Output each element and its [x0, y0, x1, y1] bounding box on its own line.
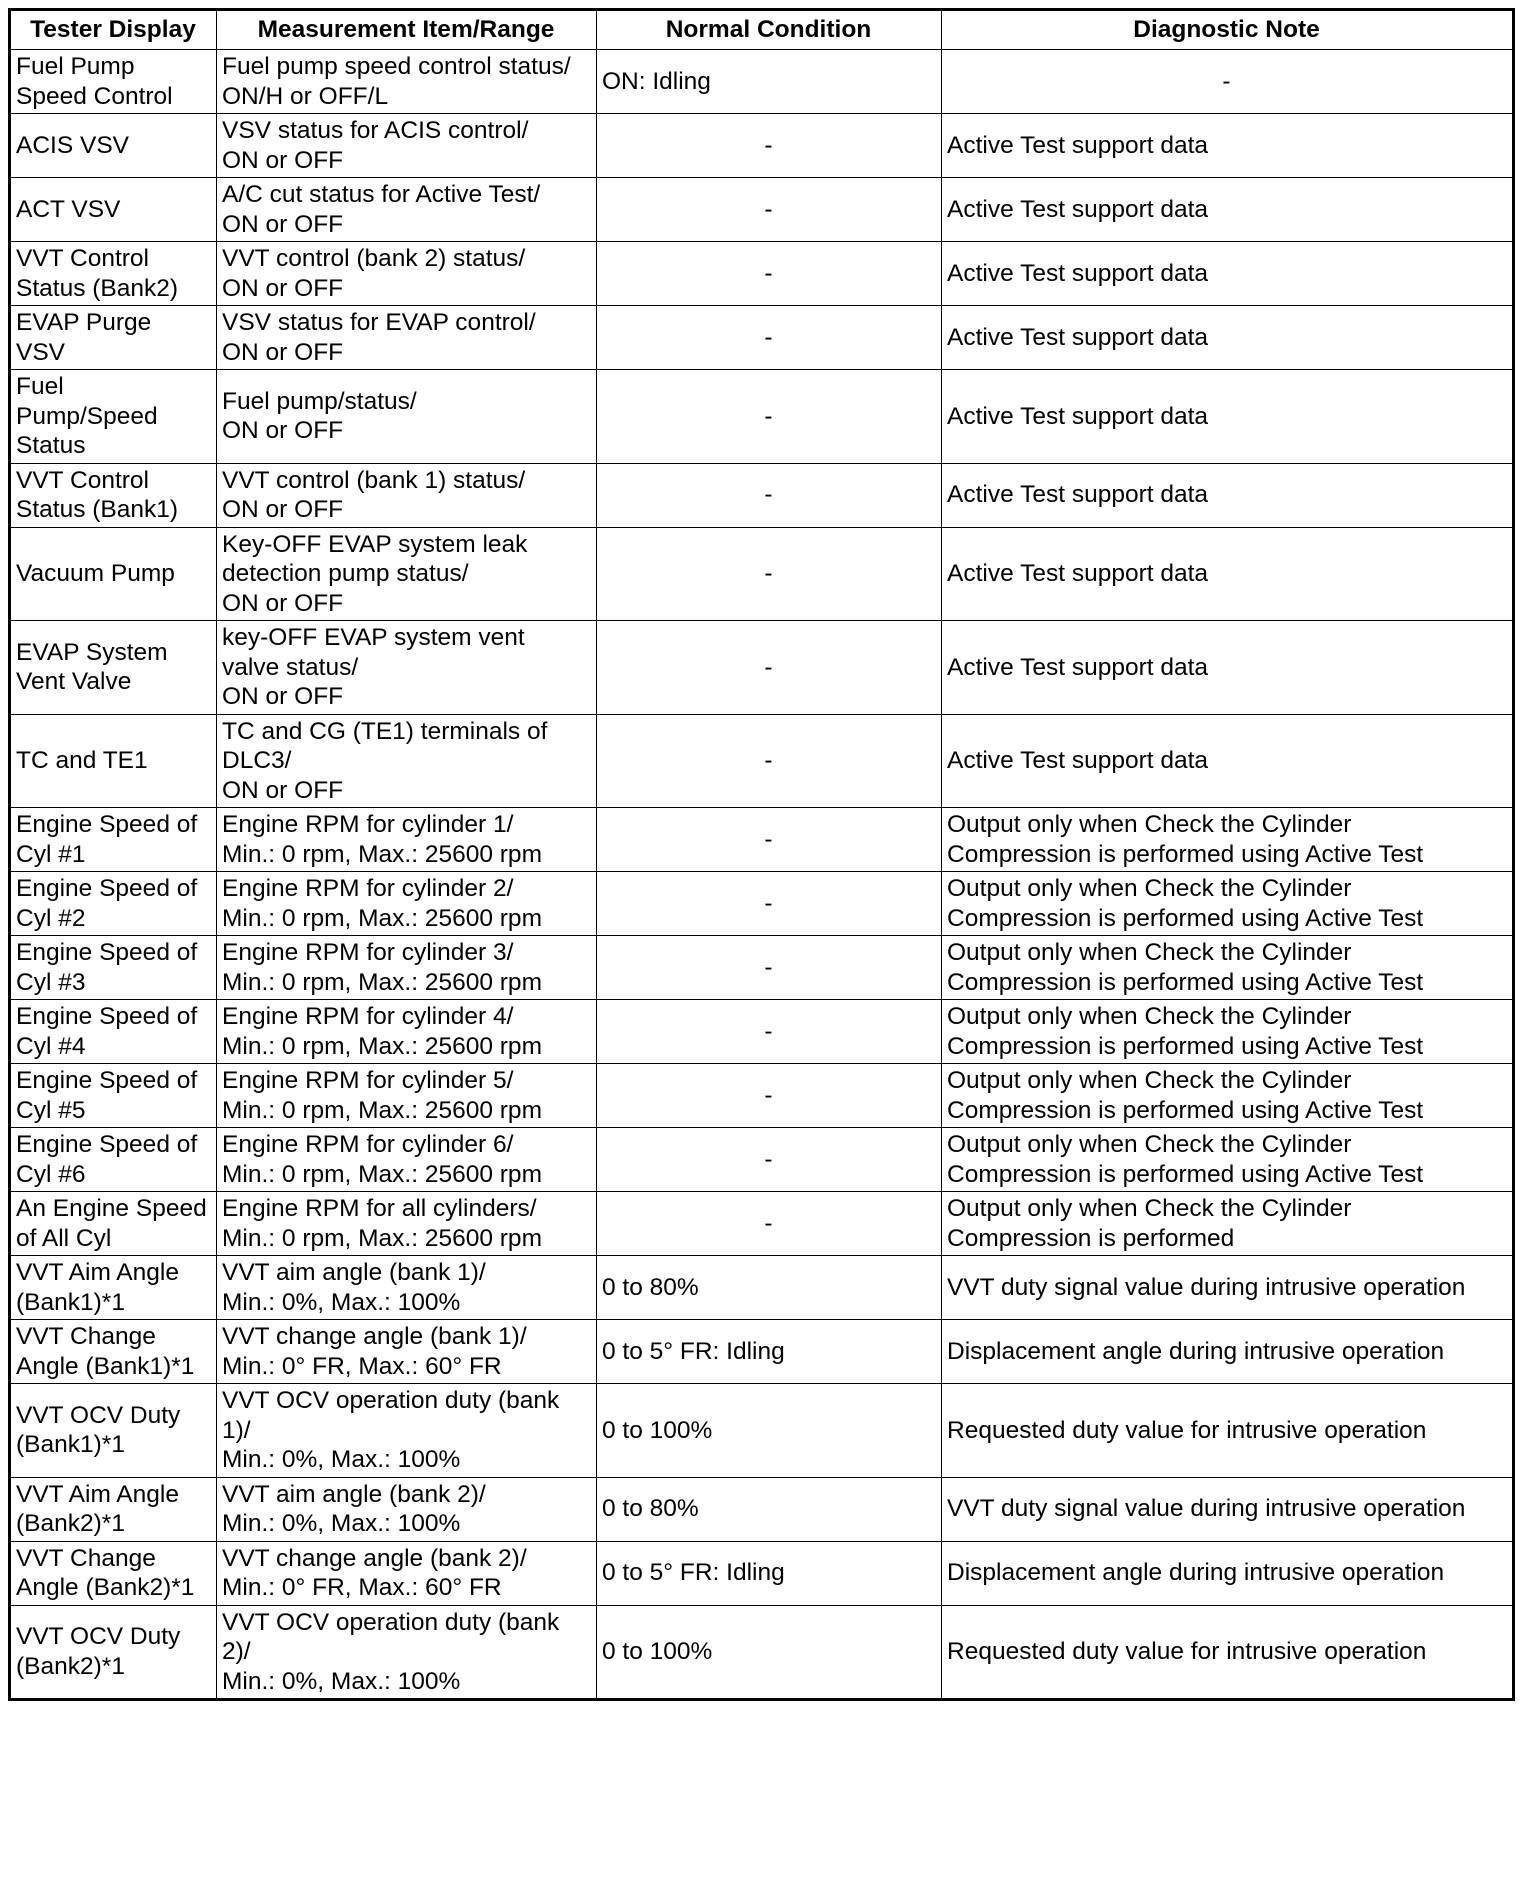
table-row: [10, 714, 1514, 808]
table-row: [10, 527, 1514, 621]
cell-measurement-item: VVT OCV operation duty (bank 2)/ Min.: 0%, Max.: 100%: [217, 1605, 597, 1700]
cell-diagnostic-note: Active Test support data: [942, 114, 1514, 178]
cell-diagnostic-note: Output only when Check the Cylinder Compression is performed using Active Test: [942, 1128, 1514, 1192]
cell-diagnostic-note: Output only when Check the Cylinder Compression is performed: [942, 1192, 1514, 1256]
header-tester-display: Tester Display: [10, 10, 217, 50]
cell-measurement-item: VSV status for EVAP control/ ON or OFF: [217, 306, 597, 370]
cell-tester-display: VVT Change Angle (Bank2)*1: [10, 1541, 217, 1605]
cell-diagnostic-note: Displacement angle during intrusive operation: [942, 1541, 1514, 1605]
cell-measurement-item: Fuel pump speed control status/ ON/H or OFF/L: [217, 50, 597, 114]
cell-tester-display: Engine Speed of Cyl #3: [10, 936, 217, 1000]
cell-tester-display: Engine Speed of Cyl #4: [10, 1000, 217, 1064]
cell-normal-condition: 0 to 5° FR: Idling: [597, 1541, 942, 1605]
cell-normal-condition: 0 to 5° FR: Idling: [597, 1320, 942, 1384]
header-diagnostic-note: Diagnostic Note: [942, 10, 1514, 50]
tester-data-table: [8, 8, 1515, 1701]
table-row: [10, 936, 1514, 1000]
cell-tester-display: EVAP Purge VSV: [10, 306, 217, 370]
cell-measurement-item: VSV status for ACIS control/ ON or OFF: [217, 114, 597, 178]
header-measurement-item: Measurement Item/Range: [217, 10, 597, 50]
cell-tester-display: ACT VSV: [10, 178, 217, 242]
cell-tester-display: TC and TE1: [10, 714, 217, 808]
cell-tester-display: VVT Change Angle (Bank1)*1: [10, 1320, 217, 1384]
cell-normal-condition: -: [597, 370, 942, 464]
table-row: [10, 242, 1514, 306]
table-row: [10, 306, 1514, 370]
cell-measurement-item: Engine RPM for cylinder 2/ Min.: 0 rpm, Max.: 25600 rpm: [217, 872, 597, 936]
cell-diagnostic-note: Active Test support data: [942, 714, 1514, 808]
table-row: [10, 1128, 1514, 1192]
table-row: [10, 370, 1514, 464]
cell-measurement-item: TC and CG (TE1) terminals of DLC3/ ON or OFF: [217, 714, 597, 808]
cell-diagnostic-note: Active Test support data: [942, 178, 1514, 242]
cell-measurement-item: VVT change angle (bank 2)/ Min.: 0° FR, Max.: 60° FR: [217, 1541, 597, 1605]
cell-normal-condition: -: [597, 178, 942, 242]
cell-normal-condition: -: [597, 242, 942, 306]
header-normal-condition: Normal Condition: [597, 10, 942, 50]
cell-diagnostic-note: Requested duty value for intrusive operation: [942, 1605, 1514, 1700]
cell-normal-condition: -: [597, 714, 942, 808]
table-row: [10, 1000, 1514, 1064]
cell-diagnostic-note: Active Test support data: [942, 306, 1514, 370]
cell-normal-condition: -: [597, 463, 942, 527]
table-row: [10, 1320, 1514, 1384]
cell-normal-condition: 0 to 100%: [597, 1605, 942, 1700]
cell-tester-display: Engine Speed of Cyl #6: [10, 1128, 217, 1192]
table-row: [10, 50, 1514, 114]
cell-diagnostic-note: Displacement angle during intrusive operation: [942, 1320, 1514, 1384]
cell-tester-display: Vacuum Pump: [10, 527, 217, 621]
cell-diagnostic-note: Active Test support data: [942, 527, 1514, 621]
table-row: [10, 1384, 1514, 1478]
cell-measurement-item: VVT aim angle (bank 2)/ Min.: 0%, Max.: 100%: [217, 1477, 597, 1541]
cell-measurement-item: VVT OCV operation duty (bank 1)/ Min.: 0%, Max.: 100%: [217, 1384, 597, 1478]
cell-tester-display: VVT OCV Duty (Bank2)*1: [10, 1605, 217, 1700]
table-row: [10, 1541, 1514, 1605]
cell-tester-display: VVT Control Status (Bank1): [10, 463, 217, 527]
cell-measurement-item: Engine RPM for cylinder 1/ Min.: 0 rpm, Max.: 25600 rpm: [217, 808, 597, 872]
cell-tester-display: Fuel Pump Speed Control: [10, 50, 217, 114]
cell-diagnostic-note: Active Test support data: [942, 370, 1514, 464]
table-row: [10, 463, 1514, 527]
cell-measurement-item: VVT aim angle (bank 1)/ Min.: 0%, Max.: 100%: [217, 1256, 597, 1320]
cell-measurement-item: Engine RPM for cylinder 3/ Min.: 0 rpm, Max.: 25600 rpm: [217, 936, 597, 1000]
cell-diagnostic-note: Output only when Check the Cylinder Compression is performed using Active Test: [942, 1064, 1514, 1128]
table-row: [10, 808, 1514, 872]
cell-diagnostic-note: VVT duty signal value during intrusive operation: [942, 1256, 1514, 1320]
table-header-row: [10, 10, 1514, 50]
cell-measurement-item: Engine RPM for cylinder 6/ Min.: 0 rpm, Max.: 25600 rpm: [217, 1128, 597, 1192]
cell-measurement-item: Key-OFF EVAP system leak detection pump status/ ON or OFF: [217, 527, 597, 621]
cell-normal-condition: 0 to 80%: [597, 1256, 942, 1320]
cell-normal-condition: 0 to 100%: [597, 1384, 942, 1478]
cell-normal-condition: -: [597, 1000, 942, 1064]
cell-tester-display: ACIS VSV: [10, 114, 217, 178]
table-row: [10, 621, 1514, 715]
table-row: [10, 1064, 1514, 1128]
cell-normal-condition: -: [597, 621, 942, 715]
cell-tester-display: Engine Speed of Cyl #2: [10, 872, 217, 936]
cell-measurement-item: Engine RPM for cylinder 5/ Min.: 0 rpm, Max.: 25600 rpm: [217, 1064, 597, 1128]
cell-diagnostic-note: Output only when Check the Cylinder Compression is performed using Active Test: [942, 808, 1514, 872]
cell-tester-display: An Engine Speed of All Cyl: [10, 1192, 217, 1256]
cell-diagnostic-note: -: [942, 50, 1514, 114]
cell-normal-condition: -: [597, 808, 942, 872]
cell-diagnostic-note: Output only when Check the Cylinder Compression is performed using Active Test: [942, 1000, 1514, 1064]
cell-measurement-item: Engine RPM for all cylinders/ Min.: 0 rpm, Max.: 25600 rpm: [217, 1192, 597, 1256]
cell-tester-display: Fuel Pump/Speed Status: [10, 370, 217, 464]
cell-tester-display: EVAP System Vent Valve: [10, 621, 217, 715]
cell-tester-display: Engine Speed of Cyl #1: [10, 808, 217, 872]
table-row: [10, 1256, 1514, 1320]
cell-diagnostic-note: Active Test support data: [942, 463, 1514, 527]
table-row: [10, 178, 1514, 242]
cell-normal-condition: 0 to 80%: [597, 1477, 942, 1541]
cell-normal-condition: -: [597, 1064, 942, 1128]
cell-measurement-item: A/C cut status for Active Test/ ON or OFF: [217, 178, 597, 242]
cell-measurement-item: Fuel pump/status/ ON or OFF: [217, 370, 597, 464]
cell-normal-condition: -: [597, 936, 942, 1000]
cell-normal-condition: -: [597, 527, 942, 621]
cell-diagnostic-note: Requested duty value for intrusive operation: [942, 1384, 1514, 1478]
cell-normal-condition: -: [597, 1192, 942, 1256]
table-row: [10, 114, 1514, 178]
cell-diagnostic-note: Active Test support data: [942, 242, 1514, 306]
cell-normal-condition: ON: Idling: [597, 50, 942, 114]
cell-diagnostic-note: Output only when Check the Cylinder Compression is performed using Active Test: [942, 872, 1514, 936]
cell-measurement-item: VVT change angle (bank 1)/ Min.: 0° FR, Max.: 60° FR: [217, 1320, 597, 1384]
cell-tester-display: VVT Control Status (Bank2): [10, 242, 217, 306]
cell-normal-condition: -: [597, 306, 942, 370]
cell-diagnostic-note: Output only when Check the Cylinder Compression is performed using Active Test: [942, 936, 1514, 1000]
cell-normal-condition: -: [597, 1128, 942, 1192]
cell-tester-display: VVT OCV Duty (Bank1)*1: [10, 1384, 217, 1478]
table-row: [10, 1477, 1514, 1541]
cell-diagnostic-note: Active Test support data: [942, 621, 1514, 715]
table-row: [10, 872, 1514, 936]
cell-measurement-item: VVT control (bank 2) status/ ON or OFF: [217, 242, 597, 306]
cell-diagnostic-note: VVT duty signal value during intrusive operation: [942, 1477, 1514, 1541]
cell-normal-condition: -: [597, 872, 942, 936]
cell-measurement-item: key-OFF EVAP system vent valve status/ ON or OFF: [217, 621, 597, 715]
cell-measurement-item: VVT control (bank 1) status/ ON or OFF: [217, 463, 597, 527]
cell-tester-display: VVT Aim Angle (Bank2)*1: [10, 1477, 217, 1541]
table-body: [10, 50, 1514, 1700]
cell-tester-display: Engine Speed of Cyl #5: [10, 1064, 217, 1128]
table-row: [10, 1605, 1514, 1700]
table-row: [10, 1192, 1514, 1256]
cell-normal-condition: -: [597, 114, 942, 178]
cell-tester-display: VVT Aim Angle (Bank1)*1: [10, 1256, 217, 1320]
cell-measurement-item: Engine RPM for cylinder 4/ Min.: 0 rpm, Max.: 25600 rpm: [217, 1000, 597, 1064]
